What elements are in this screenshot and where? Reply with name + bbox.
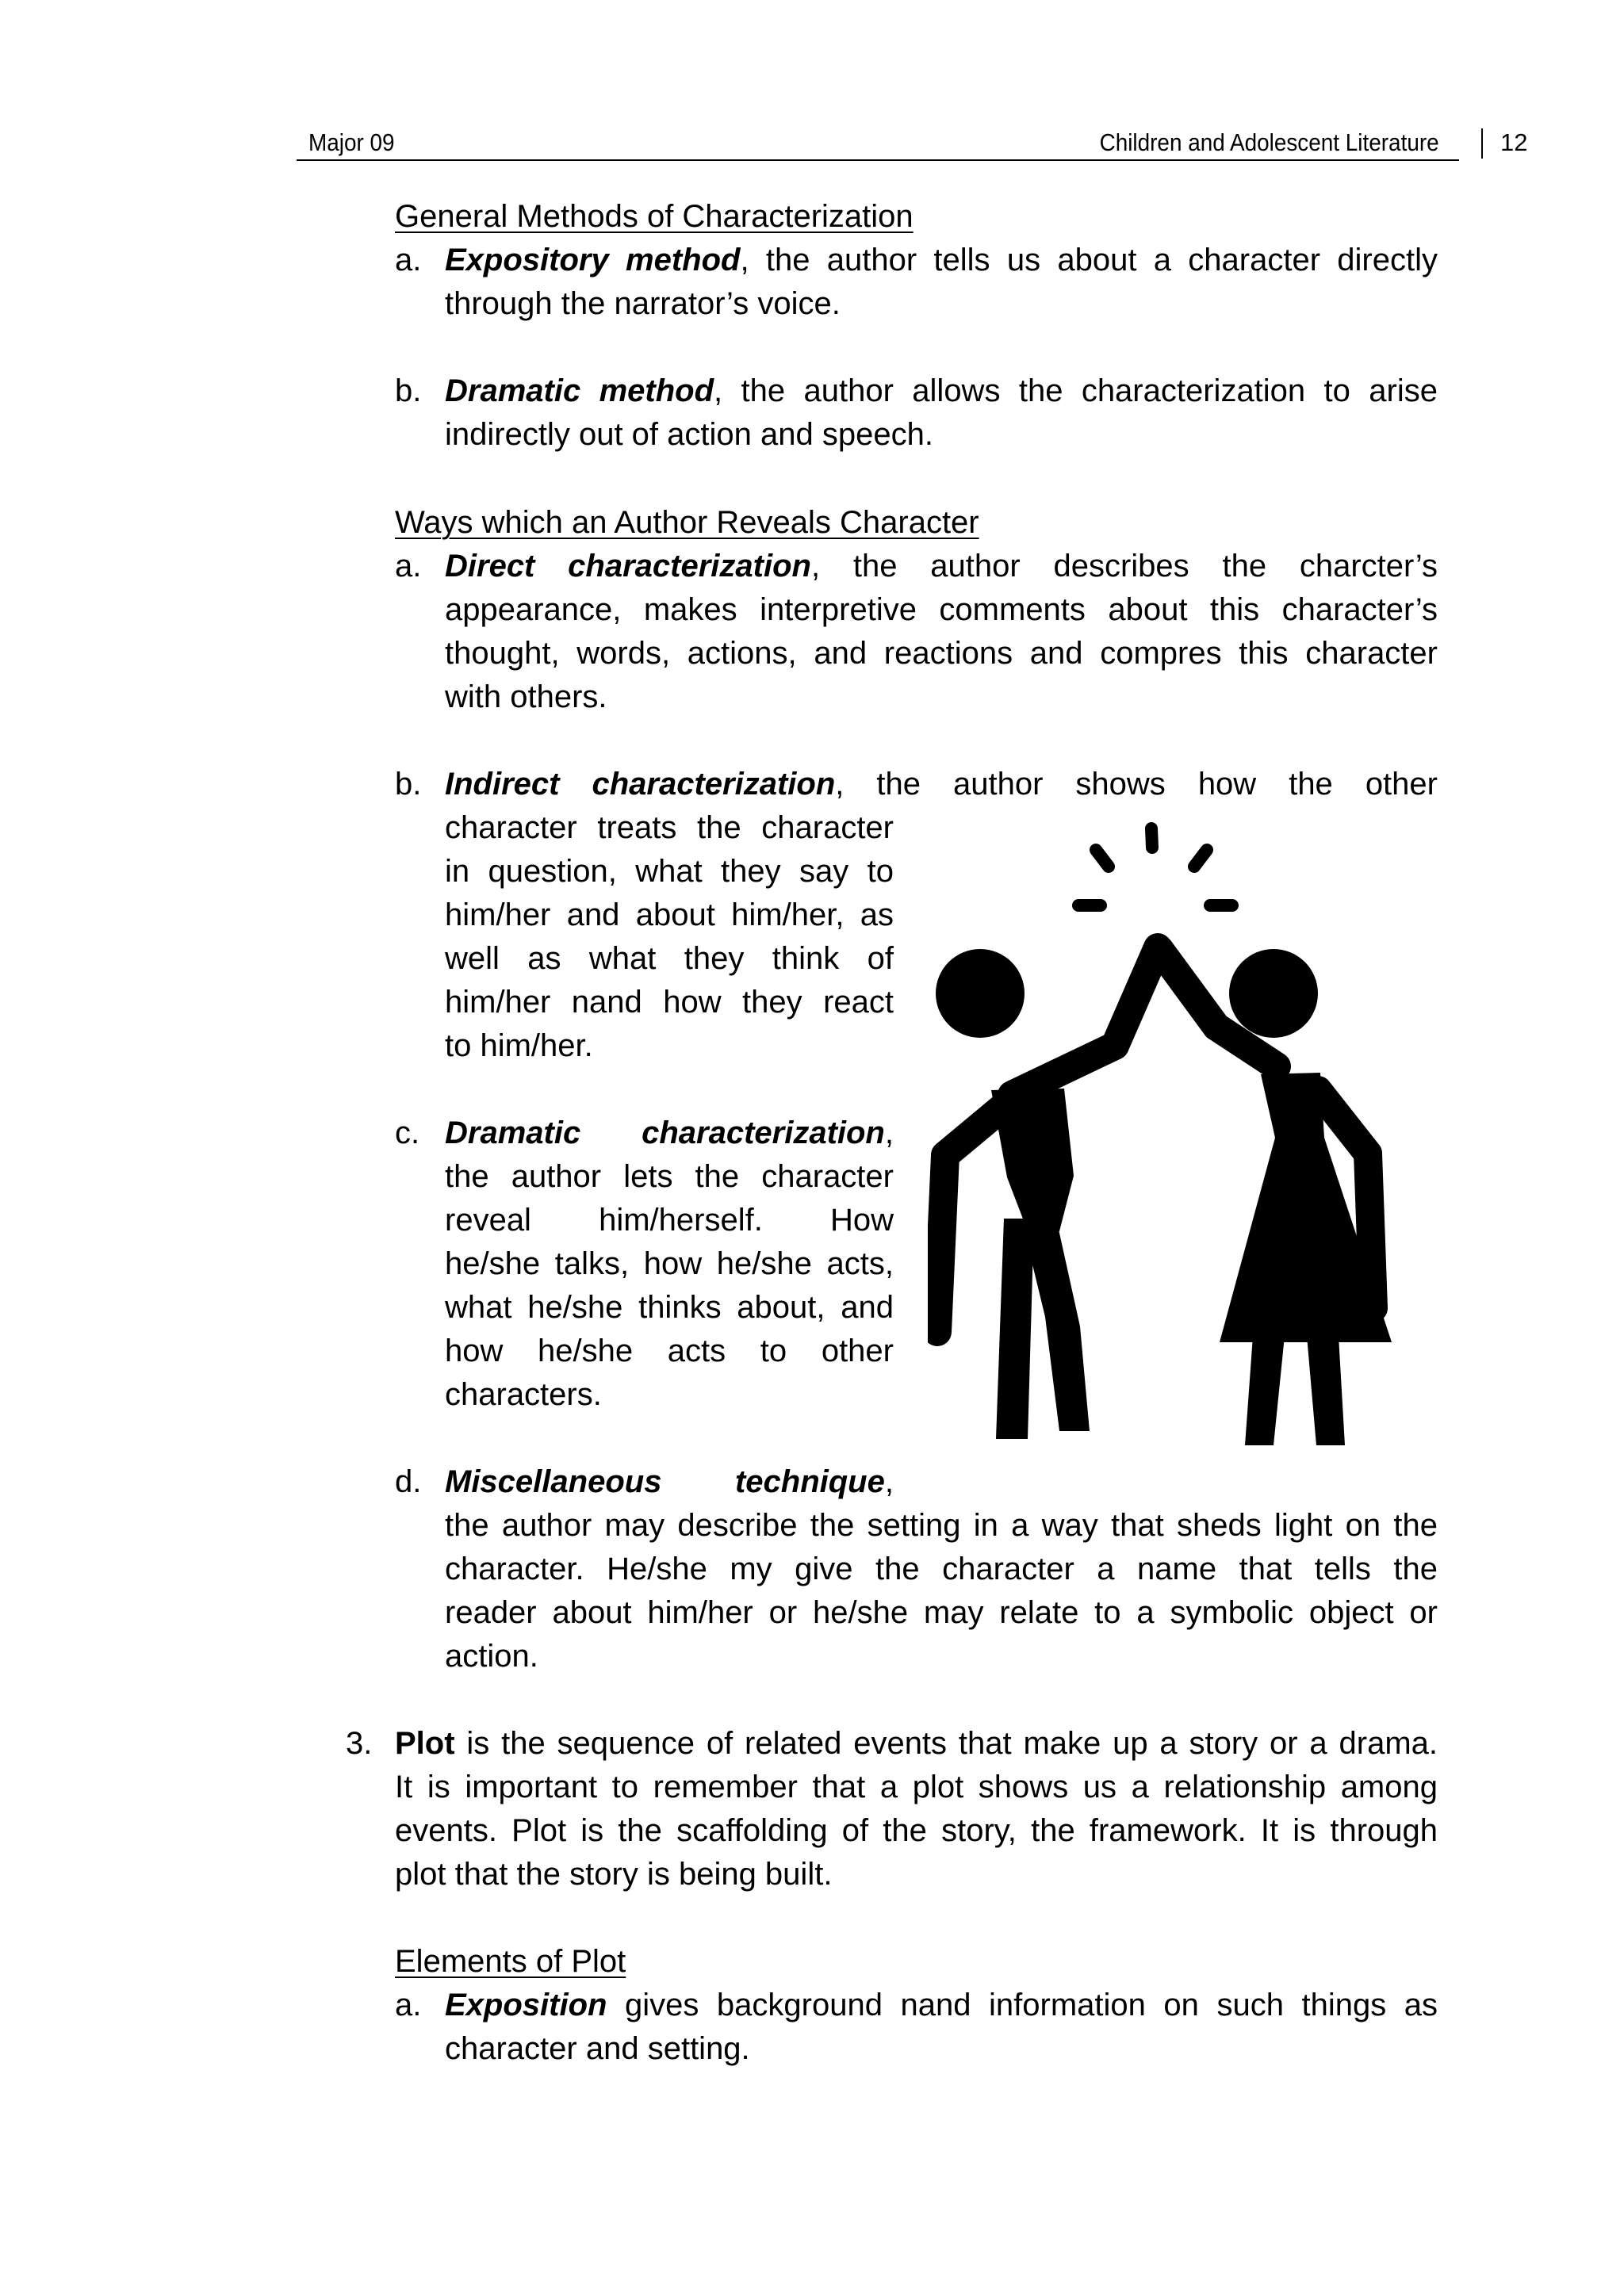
ways-b-marker: b. bbox=[395, 767, 422, 802]
methods-b-marker: b. bbox=[395, 373, 422, 408]
ways-b-line-4: him/her and about him/her, as bbox=[445, 897, 894, 932]
high-five-icon bbox=[928, 813, 1435, 1455]
page-number: 12 bbox=[1500, 128, 1528, 156]
methods-a-line: Expository method, the author tells us about a character directly bbox=[445, 243, 1438, 277]
methods-b-line: Dramatic method, the author allows the characterization to arise bbox=[445, 373, 1438, 408]
methods-a-term: Expository method bbox=[445, 243, 741, 277]
ways-a-line-2: appearance, makes interpretive comments about this character’s bbox=[445, 592, 1438, 627]
ways-a-term: Direct characterization bbox=[445, 549, 811, 584]
ways-heading: Ways which an Author Reveals Character bbox=[395, 505, 979, 540]
ways-c-line-2: the author lets the character bbox=[445, 1159, 894, 1194]
plot-marker: 3. bbox=[346, 1726, 373, 1761]
plot-term: Plot bbox=[395, 1726, 455, 1761]
ways-a-line-4: with others. bbox=[445, 679, 607, 714]
ways-c-term: Dramatic characterization bbox=[445, 1115, 885, 1150]
ways-c-line-6: how he/she acts to other bbox=[445, 1334, 894, 1368]
ways-a-line: Direct characterization, the author describes the charcter’s bbox=[445, 549, 1438, 584]
ways-b-line-3: in question, what they say to bbox=[445, 854, 894, 889]
ways-b-line-6: him/her nand how they react bbox=[445, 985, 894, 1020]
plot-line-3: events. Plot is the scaffolding of the story, the framework. It is through bbox=[395, 1813, 1438, 1848]
header-course: Major 09 bbox=[308, 128, 395, 156]
elements-a-term: Exposition bbox=[445, 1988, 607, 2022]
ways-b-line-5: well as what they think of bbox=[445, 941, 894, 976]
ways-c-marker: c. bbox=[395, 1115, 420, 1150]
methods-b-cont: indirectly out of action and speech. bbox=[445, 417, 933, 452]
ways-d-line-3: character. He/she my give the character a name that tells the bbox=[445, 1552, 1438, 1586]
methods-b-term: Dramatic method bbox=[445, 373, 714, 408]
ways-c-line-4: he/she talks, how he/she acts, bbox=[445, 1246, 894, 1281]
ways-b-line-2: character treats the character bbox=[445, 810, 894, 845]
methods-heading: General Methods of Characterization bbox=[395, 199, 914, 234]
methods-a-marker: a. bbox=[395, 243, 422, 277]
ways-b-term: Indirect characterization bbox=[445, 767, 836, 802]
ways-d-line-2: the author may describe the setting in a way that sheds light on the bbox=[445, 1508, 1438, 1543]
ways-a-line-3: thought, words, actions, and reactions and compres this character bbox=[445, 636, 1438, 671]
ways-b-line: Indirect characterization, the author shows how the other bbox=[445, 767, 1438, 802]
ways-d-term: Miscellaneous technique bbox=[445, 1464, 885, 1499]
ways-d-line-4: reader about him/her or he/she may relate to a symbolic object or bbox=[445, 1595, 1438, 1630]
elements-heading: Elements of Plot bbox=[395, 1944, 626, 1979]
ways-c-line-3: reveal him/herself. How bbox=[445, 1203, 894, 1238]
header-rule bbox=[297, 159, 1459, 161]
ways-b-line-7: to him/her. bbox=[445, 1028, 593, 1063]
plot-line: Plot is the sequence of related events that make up a story or a drama. bbox=[395, 1726, 1438, 1761]
ways-d-marker: d. bbox=[395, 1464, 422, 1499]
ways-c-line-7: characters. bbox=[445, 1377, 602, 1412]
ways-d-line-5: action. bbox=[445, 1639, 538, 1674]
ways-c-line-5: what he/she thinks about, and bbox=[445, 1290, 894, 1325]
plot-line-4: plot that the story is being built. bbox=[395, 1857, 833, 1892]
header-divider bbox=[1481, 128, 1483, 159]
plot-line-2: It is important to remember that a plot shows us a relationship among bbox=[395, 1770, 1438, 1804]
header-subject: Children and Adolescent Literature bbox=[1099, 128, 1439, 156]
elements-a-cont: character and setting. bbox=[445, 2031, 750, 2066]
elements-a-line: Exposition gives background nand information on such things as bbox=[445, 1988, 1438, 2022]
ways-d-line: Miscellaneous technique, bbox=[445, 1464, 894, 1499]
ways-c-line: Dramatic characterization, bbox=[445, 1115, 894, 1150]
elements-a-marker: a. bbox=[395, 1988, 422, 2022]
ways-a-marker: a. bbox=[395, 549, 422, 584]
methods-a-cont: through the narrator’s voice. bbox=[445, 286, 841, 321]
